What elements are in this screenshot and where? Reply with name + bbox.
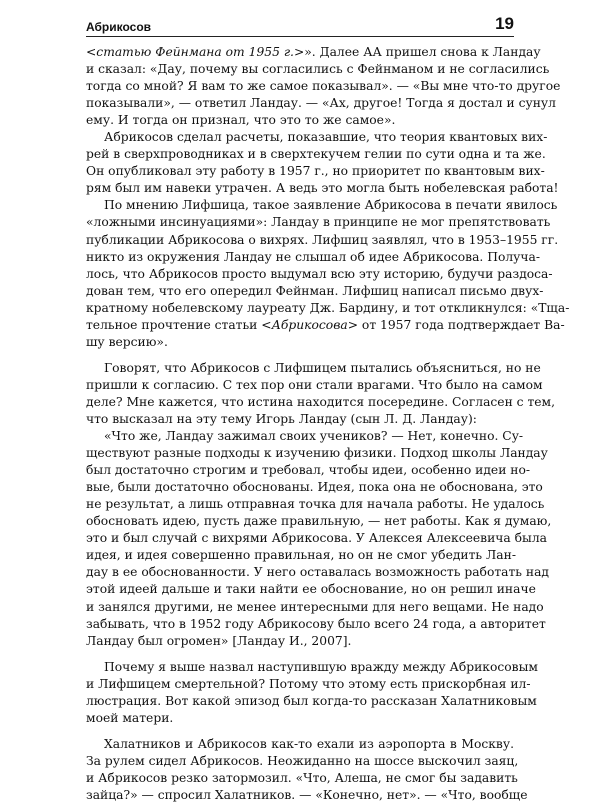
text-line: не результат, а лишь отправная точка для начала работы. Не удалось — [86, 497, 545, 512]
text-line: кратному нобелевскому лауреату Дж. Бардину, и тот откликнулся: «Тща- — [86, 300, 570, 315]
text-line: показывали», — ответил Ландау. — «Ах, другое! Тогда я достал и сунул — [86, 96, 556, 111]
body-text — [86, 44, 570, 804]
paragraph — [86, 659, 538, 727]
text-line: <статью Фейнмана от 1955 г.>». Далее АА пришел снова к Ландау — [86, 45, 541, 59]
text-line: этой идеей дальше и таки найти ее обоснование, но он решил иначе — [86, 582, 536, 597]
text-line: Почему я выше назвал наступившую вражду между Абрикосовым — [104, 659, 538, 674]
page-header — [86, 14, 514, 34]
text-line: Абрикосов сделал расчеты, показавшие, что теория квантовых вих- — [104, 130, 548, 145]
text-line: Говорят, что Абрикосов с Лифшицем пытались объясниться, но не — [104, 360, 541, 375]
text-line: публикации Абрикосова о вихрях. Лифшиц заявлял, что в 1953–1955 гг. — [86, 232, 559, 247]
paragraph — [86, 129, 559, 197]
text-line: моей матери. — [86, 710, 174, 725]
page-number: 19 — [495, 14, 514, 33]
text-line: дау в ее обоснованности. У него оставалась возможность работать над — [86, 565, 549, 580]
text-line: рей в сверхпроводниках и в сверхтекучем гелии по сути одна и та же. — [86, 147, 546, 162]
text-line: был достаточно строгим и требовал, чтобы идеи, особенно идеи но- — [86, 463, 531, 478]
text-line: что высказал на эту тему Игорь Ландау (сын Л. Д. Ландау): — [86, 411, 477, 426]
text-line: Халатников и Абрикосов как-то ехали из аэропорта в Москву. — [104, 736, 514, 751]
text-line: зайца?» — спросил Халатников. — «Конечно, нет». — «Что, вообще — [86, 787, 528, 802]
text-line: вые, были достаточно обоснованы. Идея, пока она не обоснована, это — [86, 480, 543, 495]
text-line: дован тем, что его опередил Фейнман. Лифшиц написал письмо двух- — [86, 283, 544, 298]
header-rule — [86, 36, 514, 37]
text-line: Ландау был огромен» [Ландау И., 2007]. — [86, 633, 352, 648]
text-line: рям был им навеки утрачен. А ведь это могла быть нобелевская работа! — [86, 181, 559, 196]
text-line: это и был случай с вихрями Абрикосова. У Алексея Алексеевича была — [86, 531, 547, 546]
running-title: Абрикосов — [86, 20, 152, 34]
paragraph — [86, 197, 570, 350]
text-line: По мнению Лифшица, такое заявление Абрикосова в печати явилось — [104, 198, 558, 213]
text-line: За рулем сидел Абрикосов. Неожиданно на шоссе выскочил заяц, — [86, 753, 519, 768]
text-line: ему. И тогда он признал, что это то же самое». — [86, 113, 396, 128]
paragraph — [86, 360, 556, 428]
text-line: деле? Мне кажется, что истина находится посередине. Согласен с тем, — [86, 394, 556, 409]
text-line: обосновать идею, пусть даже правильную, — нет работы. Как я думаю, — [86, 514, 552, 529]
text-line: люстрация. Вот какой эпизод был когда-то рассказан Халатниковым — [86, 693, 537, 708]
text-line: тельное прочтение статьи <Абрикосова> от 1957 года подтверждает Ва- — [86, 317, 565, 332]
paragraph — [86, 44, 561, 129]
text-line: тогда со мной? Я вам то же самое показывал». — «Вы мне что-то другое — [86, 79, 561, 94]
text-line: шу версию». — [86, 334, 168, 349]
text-line: Он опубликовал эту работу в 1957 г., но приоритет по квантовым вих- — [86, 164, 545, 179]
text-line: пришли к согласию. С тех пор они стали врагами. Что было на самом — [86, 377, 543, 392]
text-line: «Что же, Ландау зажимал своих учеников? — Нет, конечно. Су- — [104, 429, 524, 444]
text-line: никто из окружения Ландау не слышал об идее Абрикосова. Получа- — [86, 249, 541, 264]
text-line: и Лифшицем смертельной? Потому что этому есть прискорбная ил- — [86, 676, 531, 691]
paragraph — [86, 736, 528, 804]
text-line: ществуют разные подходы к изучению физики. Подход школы Ландау — [86, 446, 548, 461]
text-line: и Абрикосов резко затормозил. «Что, Алеша, не смог бы задавить — [86, 770, 518, 785]
text-line: идея, и идея совершенно правильная, но он не смог убедить Лан- — [86, 548, 516, 563]
text-line: забывать, что в 1952 году Абрикосову было всего 24 года, а авторитет — [86, 616, 546, 631]
text-line: и занялся другими, не менее интересными для него вещами. Не надо — [86, 599, 544, 614]
quote-paragraph — [86, 428, 552, 650]
text-line: лось, что Абрикосов просто выдумал всю эту историю, будучи раздоса- — [86, 266, 553, 281]
text-line: и сказал: «Дау, почему вы согласились с Фейнманом и не согласились — [86, 62, 550, 77]
text-line: «ложными инсинуациями»: Ландау в принципе не мог препятствовать — [86, 215, 551, 230]
